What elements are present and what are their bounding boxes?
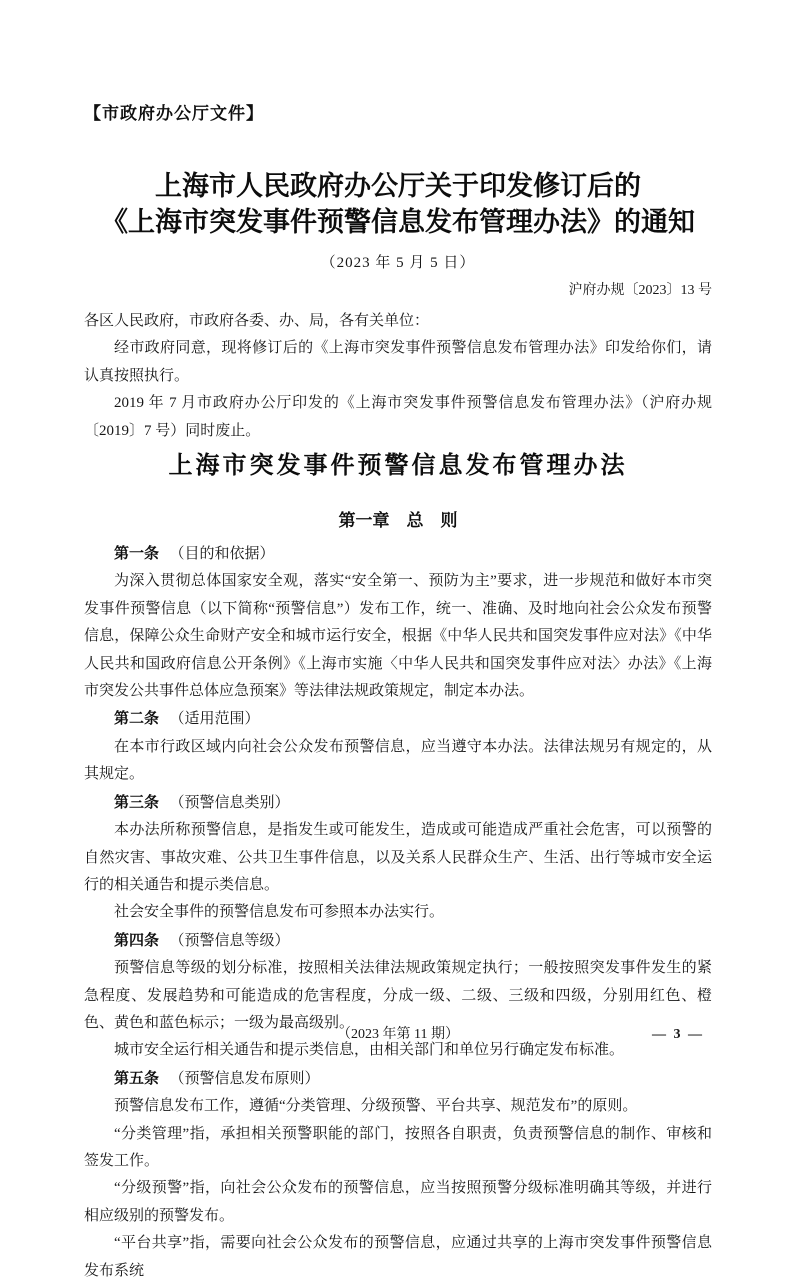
article-paragraph: 社会安全事件的预警信息发布可参照本办法实行。 xyxy=(114,904,445,921)
article-caption: （预警信息等级） xyxy=(169,932,290,949)
article-caption: （预警信息类别） xyxy=(169,794,290,811)
article-paragraph: “平台共享”指，需要向社会公众发布的预警信息，应通过共享的上海市突发事件预警信息发布系统 xyxy=(84,1235,712,1279)
article-number: 第五条 xyxy=(114,1069,160,1087)
articles-section xyxy=(84,540,712,1285)
notice-title-line2: 《上海市突发事件预警信息发布管理办法》的通知 xyxy=(101,207,695,237)
notice-body xyxy=(84,308,712,445)
footer-issue: （2023 年第 11 期） xyxy=(337,1027,459,1042)
notice-paragraph: 2019 年 7 月市政府办公厅印发的《上海市突发事件预警信息发布管理办法》（沪府办规〔2019〕7 号）同时废止。 xyxy=(84,395,712,439)
article-heading xyxy=(84,705,712,733)
chapter-heading: 第一章 总 则 xyxy=(338,511,458,531)
article-number: 第四条 xyxy=(114,931,160,949)
notice-date: （2023 年 5 月 5 日） xyxy=(320,255,476,271)
article-number: 第三条 xyxy=(114,793,160,811)
article-number: 第二条 xyxy=(114,710,160,728)
footer-page-number: — 3 — xyxy=(652,1027,704,1042)
article-number: 第一条 xyxy=(114,545,160,563)
article-paragraph: “分类管理”指，承担相关预警职能的部门，按照各自职责，负责预警信息的制作、审核和签发工作。 xyxy=(84,1125,712,1169)
notice-paragraph: 经市政府同意，现将修订后的《上海市突发事件预警信息发布管理办法》印发给你们，请认真按照执行。 xyxy=(84,340,712,384)
article-caption: （适用范围） xyxy=(169,711,260,728)
article-paragraph: 城市安全运行相关通告和提示类信息，由相关部门和单位另行确定发布标准。 xyxy=(114,1042,625,1059)
notice-title-line1: 上海市人民政府办公厅关于印发修订后的 xyxy=(155,171,641,201)
document-content xyxy=(84,0,712,1285)
article-paragraph: 预警信息发布工作，遵循“分类管理、分级预警、平台共享、规范发布”的原则。 xyxy=(114,1098,638,1115)
article-paragraph: “分级预警”指，向社会公众发布的预警信息，应当按照预警分级标准明确其等级，并进行相应级别的预警发布。 xyxy=(84,1180,712,1224)
doc-category-banner: 【市政府办公厅文件】 xyxy=(84,104,264,123)
article-paragraph: 为深入贯彻总体国家安全观，落实“安全第一、预防为主”要求，进一步规范和做好本市突发事件预警信息（以下简称“预警信息”）发布工作，统一、准确、及时地向社会公众发布预警信息，保障公众生命财产安全和城市运行安全，根据《中华人民共和国突发事件应对法》《中华人民共和国政府信息公开条例》《上海市实施〈中华人民共和国突发事件应对法〉办法》《上海市突发公共事件总体应急预案》等法律法规政策规定，制定本办法。 xyxy=(84,573,712,700)
article-caption: （预警信息发布原则） xyxy=(169,1070,320,1087)
article-paragraph: 在本市行政区域内向社会公众发布预警信息，应当遵守本办法。法律法规另有规定的，从其规定。 xyxy=(84,738,712,783)
article-heading xyxy=(84,927,712,955)
article-heading xyxy=(84,1065,712,1093)
page-footer xyxy=(84,1026,712,1044)
article-heading xyxy=(84,540,712,568)
article-heading xyxy=(84,789,712,817)
salutation: 各区人民政府，市政府各委、办、局，各有关单位： xyxy=(84,313,430,329)
article-caption: （目的和依据） xyxy=(169,546,275,563)
article-paragraph: 预警信息等级的划分标准，按照相关法律法规政策规定执行；一般按照突发事件发生的紧急程度、发展趋势和可能造成的危害程度，分成一级、二级、三级和四级，分别用红色、橙色、黄色和蓝色标示；一级为最高级别。 xyxy=(84,960,712,1031)
doc-number: 沪府办规〔2023〕13 号 xyxy=(568,283,712,298)
regulation-title: 上海市突发事件预警信息发布管理办法 xyxy=(168,453,628,480)
article-paragraph: 本办法所称预警信息，是指发生或可能发生，造成或可能造成严重社会危害，可以预警的自然灾害、事故灾难、公共卫生事件信息，以及关系人民群众生产、生活、出行等城市安全运行的相关通告和提示类信息。 xyxy=(84,822,712,893)
notice-title xyxy=(84,168,712,240)
